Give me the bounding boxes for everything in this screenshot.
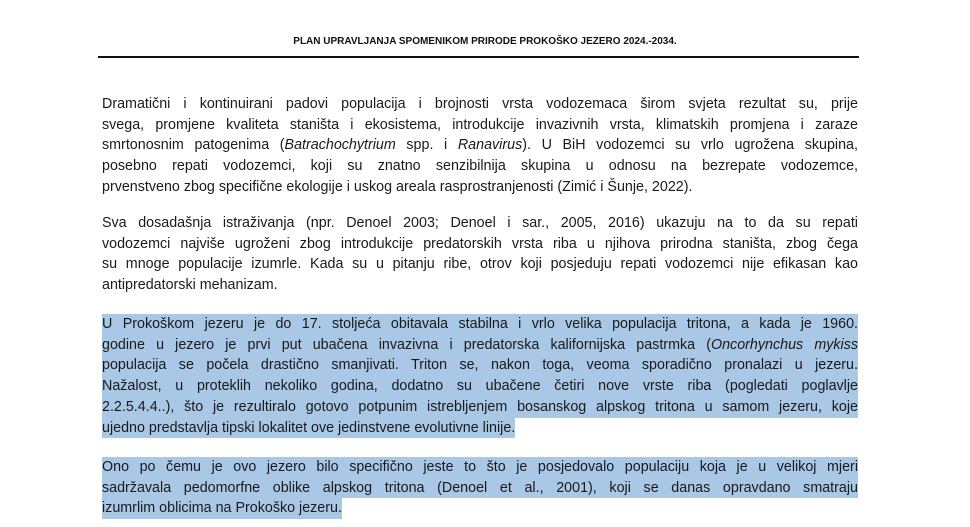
- page-header-title: PLAN UPRAVLJANJA SPOMENIKOM PRIRODE PROKOŠKO JEZERO 2024.-2034.: [293, 36, 677, 47]
- text-line: su mnoge populacije izumrle. Kada su u pitanju ribe, otrov koji posjeduju repati vodozemci nije efikasan kao: [102, 256, 858, 273]
- paragraph-prokosko-history-selected[interactable]: [102, 314, 858, 438]
- text-line[interactable]: godine u jezero je prvi put ubačena invazivna i predatorska kalifornijska pastrmka (Oncorhynchus mykiss: [102, 335, 858, 356]
- text-line: Sva dosadašnja istraživanja (npr. Denoel 2003; Denoel i sar., 2005, 2016) ukazuju na to da su repati: [102, 215, 858, 231]
- text-line[interactable]: populacija se počela drastično smanjivati. Triton se, nakon toga, veoma sporadično pronalazi u jezeru.: [102, 355, 858, 376]
- text-line[interactable]: Ono po čemu je ovo jezero bilo specifično jeste to što je posjedovalo populaciju koja je u velikoj mjeri: [102, 457, 858, 478]
- text-line: smrtonosnim patogenima (Batrachochytrium spp. i Ranavirus). U BiH vodozemci su vrlo ugrožena skupina,: [102, 137, 858, 154]
- text-line[interactable]: izumrlim oblicima na Prokoško jezeru.: [102, 498, 342, 519]
- text-line[interactable]: Nažalost, u proteklih nekoliko godina, dodatno su ubačene četiri nove vrste riba (pogledati poglavlje: [102, 376, 858, 397]
- text-line: svega, promjene kvaliteta staništa i ekosistema, introdukcije invazivnih vrsta, klimatskih promjena i zaraze: [102, 116, 858, 133]
- text-line: posebno repati vodozemci, koji su znatno senzibilnija skupina u odnosu na bezrepate vodozemce,: [102, 158, 858, 175]
- text-line: prvenstveno zbog specifične ekologije i uskog areala rasprostranjenosti (Zimić i Šunje, 2022).: [102, 178, 693, 195]
- header-divider: [98, 56, 859, 58]
- paragraph-pedomorphic-forms-selected[interactable]: [102, 457, 858, 519]
- text-line[interactable]: sadržavala pedomorfne oblike alpskog tritona (Denoel et al., 2001), koji se danas opravdano smatraju: [102, 478, 858, 499]
- text-line[interactable]: U Prokoškom jezeru je do 17. stoljeća obitavala stabilna i vrlo velika populacija tritona, a kada je 1960.: [102, 314, 858, 335]
- text-line: vodozemci najviše ugroženi zbog introdukcije predatorskih vrsta riba u njihova prirodna staništa, zbog čega: [102, 235, 858, 252]
- text-line: antipredatorski mehanizam.: [102, 277, 278, 294]
- text-line: Dramatični i kontinuirani padovi populacija i brojnosti vrsta vodozemaca širom svjeta rezultat su, prije: [102, 96, 858, 112]
- text-line[interactable]: ujedno predstavlja tipski lokalitet ove jedinstvene evolutivne linije.: [102, 418, 515, 439]
- paragraph-research-overview: [102, 213, 858, 296]
- species-name: Ranavirus: [457, 137, 523, 154]
- species-name: Batrachochytrium: [284, 137, 396, 154]
- species-name: Oncorhynchus mykiss: [710, 336, 858, 353]
- text-line[interactable]: 2.2.5.4.4..), što je rezultiralo gotovo potpunim istrebljenjem bosanskog alpskog tritona u samom jezeru, koje: [102, 397, 858, 418]
- paragraph-amphibian-decline: [102, 94, 858, 198]
